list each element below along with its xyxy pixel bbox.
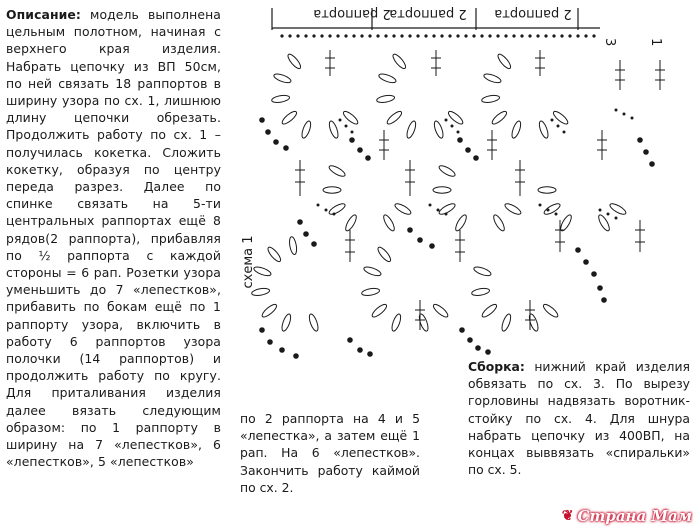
continuation-text: по 2 раппорта на 4 и 5 «лепестка», а затем ещё 1 рап. На 6 «лепестков». Закончить работу каймой по сх. 2.: [240, 411, 420, 495]
repeat-label: 2 раппорта: [313, 6, 391, 21]
chain-stitches: [317, 109, 634, 220]
description-body: модель выполнена цельным полотном, начиная с верхнего края изделия. Набрать цепочку из ВП 50см, по ней связать 18 раппортов в ширину узора по сх. 1, лишнюю длину цепочки обрезать. Продолжить работу по сх. 1 – получилась кокетка. Сложить кокетку, образуя по центру переда разрез. Далее по спинке связать на 5-ти центральных раппортах ещё 8 рядов(2 раппорта), прибавляя по ½ раппорта с каждой стороны = 6 рап. Розетки узора уменьшить до 7 «лепестков», прибавить по бокам ещё по 1 раппорту узора, включить в работу 6 раппортов узора полочки (14 раппортов) и продолжить работу по кругу. Для приталивания изделия далее вязать следующим образом: по 1 раппорту в ширину на 7 «лепестков», 6 «лепестков», 5 «лепестков»: [6, 7, 221, 470]
chain-arcs: [259, 117, 655, 359]
fan-row-middle: [323, 164, 627, 233]
heart-icon: ❦: [561, 508, 574, 524]
assembly-section: [468, 358, 690, 478]
foundation-chain: [280, 34, 595, 37]
fan-row-bottom: [251, 236, 559, 332]
assembly-paragraph: [468, 358, 690, 478]
stitch-columns: [295, 50, 665, 330]
watermark-logo: [562, 507, 692, 525]
repeat-label: 2 раппорта: [389, 6, 467, 21]
description-heading: Описание:: [6, 7, 81, 22]
row-number: 1: [648, 38, 663, 47]
fan-row-top: [271, 52, 569, 139]
scheme-label: схема 1: [241, 235, 256, 289]
repeat-label: 2 раппорта: [494, 6, 572, 21]
row-number: 3: [602, 38, 617, 47]
assembly-heading: Сборка:: [468, 359, 525, 374]
watermark-brand: Страна Мам: [577, 507, 692, 525]
assembly-body: нижний край изделия обвязать по сх. 3. По вырезу горловины надвязать воротник-стойку по сх. 4. Для шнура набрать цепочку из 400ВП, на концах выввязать «спиральки» по сх. 5.: [468, 359, 690, 478]
